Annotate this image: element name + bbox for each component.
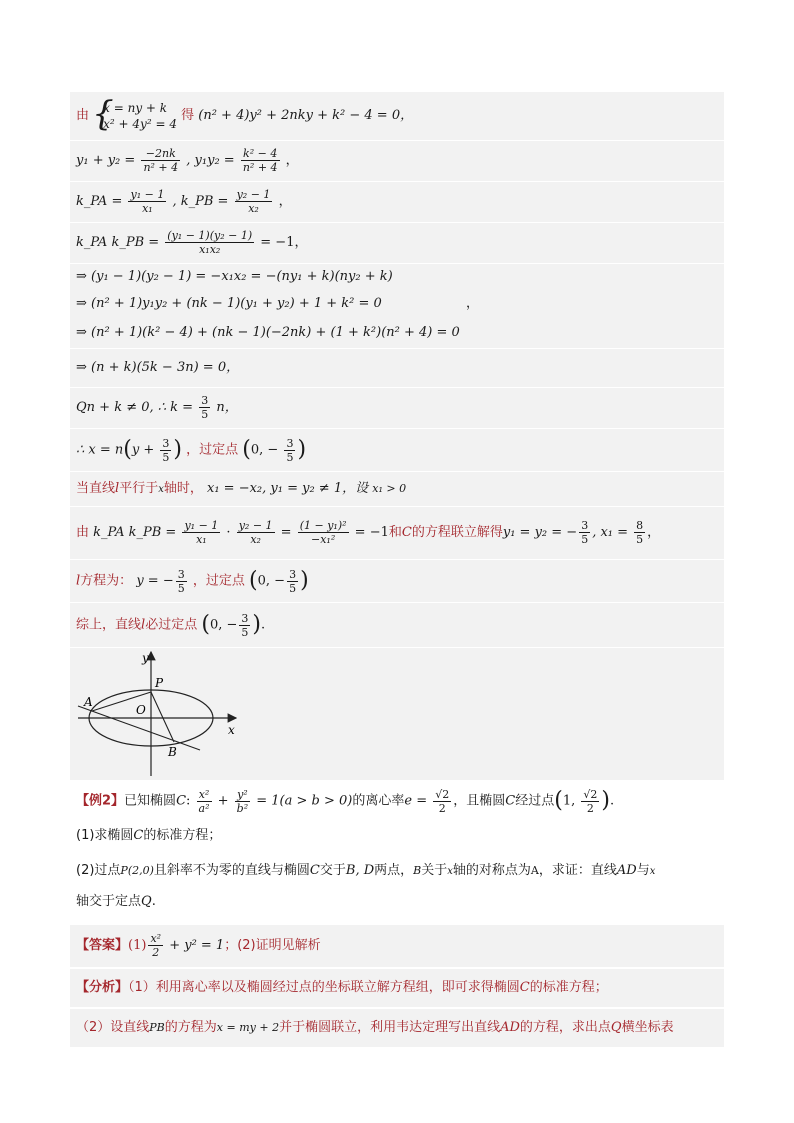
denominator: 5 bbox=[177, 581, 185, 595]
solution-line-13: l方程为： y = − $\frac{3}{5}$ ，过定点 (0, − $\frac{3}{5}$ ) bbox=[70, 560, 724, 603]
solution-line-12 bbox=[70, 507, 724, 560]
analysis-text: （1）利用离心率以及椭圆经过点的坐标联立解方程组，即可求得椭圆 bbox=[128, 980, 520, 995]
fraction bbox=[433, 788, 451, 815]
fraction bbox=[148, 932, 163, 959]
example-text: ，且椭圆 bbox=[453, 793, 506, 809]
fixed-point-coord: 0, − bbox=[209, 617, 238, 633]
solution-line-6 bbox=[70, 290, 724, 318]
question-text: 两点， bbox=[374, 863, 414, 878]
numerator: 3 bbox=[201, 394, 209, 407]
text-de: 得 bbox=[181, 108, 195, 123]
answer-block bbox=[70, 925, 724, 967]
solution-line-9 bbox=[70, 388, 724, 429]
solution-x: , x₁ = bbox=[592, 525, 633, 540]
curve-c: C bbox=[519, 980, 530, 995]
quadratic-equation: (n² + 4)y² + 2nky + k² − 4 = 0， bbox=[198, 108, 414, 123]
derivation-step-3: ⇒ (n² + 1)(k² − 4) + (nk − 1)(−2nk) + (1 + k²)(n² + 4) = 0 bbox=[76, 325, 460, 340]
question-text: 与 bbox=[636, 863, 650, 878]
slope-product-label: k_PA k_PB = bbox=[76, 235, 164, 250]
factored-equation: ⇒ (n + k)(5k − 3n) = 0， bbox=[76, 360, 240, 375]
numerator: y₂ − 1 bbox=[236, 188, 271, 201]
question-text: (2)过点 bbox=[76, 863, 121, 878]
numerator: 3 bbox=[286, 436, 294, 450]
x-axis-symbol: x bbox=[447, 866, 453, 877]
punctuation: . bbox=[260, 617, 266, 633]
fixed-point-coord: 0, − bbox=[250, 442, 279, 458]
line-equation-start: ∴ x = n bbox=[76, 442, 124, 458]
numerator: (1 − y₁)² bbox=[299, 519, 347, 532]
text-you: 由 bbox=[76, 525, 90, 540]
answer-part-1: (1) bbox=[128, 938, 147, 953]
fraction bbox=[298, 519, 349, 546]
analysis-text: 横坐标表 bbox=[621, 1020, 674, 1035]
denominator: x₂ bbox=[250, 533, 261, 546]
k-value-label: Qn + k ≠ 0, ∴ k = bbox=[76, 400, 198, 415]
label-b: B bbox=[168, 745, 177, 759]
question-text: ，求证：直线 bbox=[538, 863, 617, 878]
fraction bbox=[239, 612, 250, 639]
denominator: 2 bbox=[438, 801, 446, 815]
line-l: l bbox=[141, 617, 146, 633]
denominator: −x₁² bbox=[311, 533, 336, 546]
solution-line-7 bbox=[70, 318, 724, 349]
solution-line-14: 综上，直线l必过定点 (0, − $\frac{3}{5}$ ). bbox=[70, 603, 724, 648]
denominator: 5 bbox=[286, 450, 294, 464]
product-roots-label: , y₁y₂ = bbox=[186, 153, 239, 168]
numerator: (y₁ − 1)(y₂ − 1) bbox=[167, 229, 253, 242]
equation-rhs: = −1， bbox=[260, 235, 308, 250]
solution-line-1 bbox=[70, 92, 724, 141]
fraction bbox=[237, 519, 275, 546]
label-p: P bbox=[155, 676, 164, 690]
k-value-end: n， bbox=[216, 400, 238, 415]
analysis-text: 的方程为 bbox=[164, 1020, 217, 1035]
punctuation: ， bbox=[285, 153, 299, 168]
numerator: 8 bbox=[636, 519, 644, 532]
question-2 bbox=[70, 854, 724, 923]
label-a: A bbox=[84, 695, 93, 709]
question-text: 轴的对称点为 bbox=[452, 863, 531, 878]
fixed-point-text: ，过定点 bbox=[192, 573, 245, 589]
fraction bbox=[197, 788, 212, 815]
fraction bbox=[235, 188, 273, 215]
numerator: k² − 4 bbox=[241, 147, 280, 161]
equals: = bbox=[276, 525, 296, 540]
fraction bbox=[287, 568, 298, 595]
denominator: 5 bbox=[289, 581, 297, 595]
conclusion-text: 必过定点 bbox=[145, 617, 198, 633]
denominator: n² + 4 bbox=[242, 161, 278, 174]
denominator: 5 bbox=[636, 533, 644, 546]
denominator: 5 bbox=[162, 450, 170, 464]
point-b: B bbox=[413, 864, 422, 877]
answer-equation: + y² = 1 bbox=[165, 938, 225, 953]
curve-c: C bbox=[505, 793, 516, 809]
curve-c: C bbox=[309, 863, 320, 878]
solve-text: 的方程联立解得 bbox=[411, 525, 503, 540]
and-text: 和 bbox=[388, 525, 402, 540]
denominator: a² bbox=[198, 801, 210, 815]
line-ad: AD bbox=[616, 863, 637, 878]
question-text: 且斜率不为零的直线与椭圆 bbox=[153, 863, 310, 878]
label-o: O bbox=[136, 703, 146, 717]
numerator: x² bbox=[150, 932, 162, 945]
equation-system bbox=[93, 100, 177, 132]
curve-c: C bbox=[176, 793, 187, 809]
analysis-line-1 bbox=[70, 969, 724, 1007]
fraction bbox=[634, 519, 645, 546]
slope-pa-label: k_PA = bbox=[76, 194, 127, 209]
punctuation: . bbox=[151, 894, 156, 909]
numerator: 3 bbox=[581, 519, 589, 532]
fraction bbox=[241, 147, 280, 174]
answer-tag: 【答案】 bbox=[76, 938, 129, 953]
label-y: y bbox=[142, 651, 149, 665]
curve-c: C bbox=[401, 525, 412, 540]
question-text: 轴交于定点 bbox=[76, 894, 142, 909]
question-text: (1)求椭圆 bbox=[76, 828, 134, 843]
solution-line-2 bbox=[70, 141, 724, 182]
fixed-point-coord: 0, − bbox=[257, 573, 286, 589]
colon: : bbox=[186, 793, 195, 809]
fraction bbox=[579, 519, 590, 546]
fraction bbox=[128, 188, 166, 215]
solution-line-4 bbox=[70, 223, 724, 264]
example-text: 经过点 bbox=[515, 793, 555, 809]
solution-line-3 bbox=[70, 182, 724, 223]
line-equation-inner: y + bbox=[131, 442, 159, 458]
analysis-line-2 bbox=[70, 1009, 724, 1047]
line-l: l bbox=[115, 481, 120, 496]
question-1 bbox=[70, 822, 724, 854]
eccentricity-label: e = bbox=[404, 793, 432, 809]
denominator: 5 bbox=[241, 625, 249, 639]
horizontal-line-eq: y = − bbox=[136, 573, 174, 589]
punctuation: ， bbox=[465, 296, 479, 311]
slope-product-label: k_PA k_PB = bbox=[93, 525, 181, 540]
punctuation: ， bbox=[647, 525, 661, 540]
answer-part-2: ；(2)证明见解析 bbox=[224, 938, 321, 953]
solution-line-10: ∴ x = n(y + $\frac{3}{5}$ ) ，过定点 (0, − $\frac{3}{5}$ ) bbox=[70, 429, 724, 472]
solution-y: y₁ = y₂ = − bbox=[502, 525, 578, 540]
ellipse-figure bbox=[70, 648, 724, 780]
denominator: 5 bbox=[201, 408, 209, 421]
fraction bbox=[199, 394, 210, 421]
fraction bbox=[284, 437, 295, 464]
x-axis-symbol: x bbox=[649, 866, 656, 877]
label-x: x bbox=[228, 723, 235, 737]
denominator: x₁ bbox=[142, 202, 153, 215]
system-eq-1: { x = ny + k bbox=[103, 100, 168, 115]
numerator: √2 bbox=[583, 787, 598, 801]
plus: + bbox=[213, 793, 233, 809]
numerator: √2 bbox=[435, 787, 450, 801]
question-text: 的标准方程； bbox=[143, 828, 222, 843]
example-text: 已知椭圆 bbox=[124, 793, 177, 809]
denominator: 2 bbox=[586, 801, 594, 815]
page-content bbox=[70, 92, 724, 1047]
derivation-step-2: ⇒ (n² + 1)y₁y₂ + (nk − 1)(y₁ + y₂) + 1 + k² = 0 bbox=[76, 296, 382, 311]
curve-c: C bbox=[133, 828, 144, 843]
line-pb: PB bbox=[149, 1021, 165, 1034]
case-text: 平行于 bbox=[119, 481, 159, 496]
analysis-text: 的标准方程； bbox=[529, 980, 608, 995]
segment-pb bbox=[151, 692, 174, 742]
x-axis-symbol: x bbox=[158, 484, 164, 495]
numerator: −2nk bbox=[141, 147, 180, 161]
ellipse-condition: = 1(a > b > 0) bbox=[252, 793, 353, 809]
fraction bbox=[182, 519, 220, 546]
fraction bbox=[235, 788, 250, 815]
numerator: y₁ − 1 bbox=[130, 188, 165, 201]
point-p: P(2,0) bbox=[120, 864, 154, 877]
solution-line-5 bbox=[70, 264, 724, 290]
denominator: b² bbox=[236, 801, 249, 815]
denominator: x₂ bbox=[248, 202, 259, 215]
dot: · bbox=[222, 525, 235, 540]
denominator: x₁x₂ bbox=[199, 243, 221, 256]
question-text: 关于 bbox=[421, 863, 448, 878]
point-coord: 1, bbox=[562, 793, 580, 809]
text-you: 由 bbox=[76, 108, 90, 123]
ellipse-diagram bbox=[70, 648, 724, 780]
example-tag: 【例2】 bbox=[76, 793, 125, 809]
slope-pb-label: , k_PB = bbox=[172, 194, 233, 209]
fixed-point-text: ，过定点 bbox=[186, 442, 239, 458]
line-pb-equation: x = my + 2 bbox=[216, 1021, 280, 1034]
numerator: y₂ − 1 bbox=[238, 519, 273, 532]
fraction bbox=[141, 147, 180, 174]
denominator: 5 bbox=[581, 533, 589, 546]
analysis-text: （2）设直线 bbox=[76, 1020, 150, 1035]
line-ad: AD bbox=[500, 1020, 520, 1035]
case-text: 轴时， bbox=[163, 481, 203, 496]
analysis-text: 的方程，求出点 bbox=[519, 1020, 611, 1035]
numerator: 3 bbox=[289, 567, 297, 581]
derivation-step-1: ⇒ (y₁ − 1)(y₂ − 1) = −x₁x₂ = −(ny₁ + k)(ny₂ + k) bbox=[76, 269, 393, 284]
sum-roots-label: y₁ + y₂ = bbox=[76, 153, 140, 168]
equals-minus-one: = −1 bbox=[350, 525, 389, 540]
question-text: 交于 bbox=[319, 863, 346, 878]
point-a: A bbox=[530, 864, 539, 877]
system-eq-2: x² + 4y² = 4 bbox=[103, 116, 177, 131]
punctuation: . bbox=[609, 793, 615, 809]
parallel-condition: x₁ = −x₂, y₁ = y₂ ≠ 1，设 bbox=[207, 481, 369, 496]
equation-is-text: 方程为： bbox=[80, 573, 133, 589]
analysis-tag: 【分析】 bbox=[76, 980, 129, 995]
denominator: n² + 4 bbox=[143, 161, 179, 174]
example-2-statement: 【例2】已知椭圆C: $\frac{\text{x²}}{\text{a²}}$ + $\frac{\text{y²}}{\text{b²}}$ = 1(a > b > 0)的离心率e = $\frac{√2}{2}$ ，且椭圆C经过点(1, $\frac{√2}{2}$ ). bbox=[76, 787, 615, 815]
fraction bbox=[160, 437, 171, 464]
x1-positive: x₁ > 0 bbox=[372, 482, 407, 495]
conclusion-text: 综上，直线 bbox=[76, 617, 142, 633]
solution-line-11 bbox=[70, 472, 724, 507]
line-l: l bbox=[76, 573, 81, 589]
numerator: 3 bbox=[241, 611, 249, 625]
numerator: y² bbox=[235, 788, 250, 802]
fraction bbox=[176, 568, 187, 595]
point-q: Q bbox=[610, 1020, 622, 1035]
denominator: 2 bbox=[152, 946, 160, 959]
fraction bbox=[581, 788, 599, 815]
denominator: x₁ bbox=[196, 533, 207, 546]
numerator: y₁ − 1 bbox=[184, 519, 219, 532]
numerator: 3 bbox=[177, 567, 185, 581]
points-bd: B, D bbox=[345, 863, 375, 878]
solution-line-8 bbox=[70, 349, 724, 388]
point-q: Q bbox=[141, 894, 152, 909]
case-text: 当直线 bbox=[76, 481, 116, 496]
numerator: 3 bbox=[162, 436, 170, 450]
fraction bbox=[165, 229, 254, 256]
example-text: 的离心率 bbox=[352, 793, 405, 809]
punctuation: ， bbox=[278, 194, 292, 209]
numerator: x² bbox=[197, 788, 212, 802]
analysis-text: 并于椭圆联立，利用韦达定理写出直线 bbox=[279, 1020, 501, 1035]
